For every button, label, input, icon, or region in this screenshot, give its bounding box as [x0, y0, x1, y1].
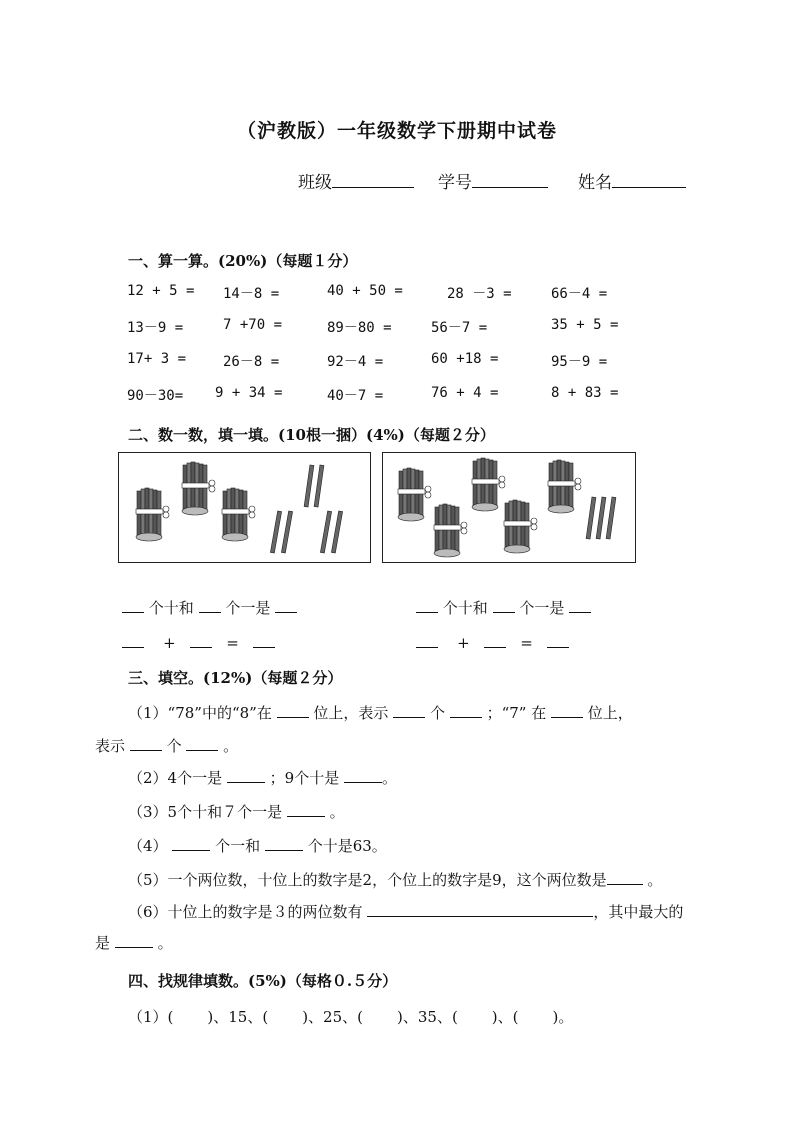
calc-item: 60 +18 = — [431, 351, 499, 367]
total-blank[interactable] — [569, 598, 591, 613]
addend-blank[interactable] — [416, 633, 438, 648]
page-title: （沪教版）一年级数学下册期中试卷 — [236, 120, 557, 142]
answer-blank[interactable] — [450, 703, 482, 718]
answer-blank[interactable] — [172, 836, 210, 851]
fill-question-6: （6）十位上的数字是３的两位数有 ，其中最大的 — [128, 903, 684, 921]
name-label: 姓名 — [578, 173, 612, 193]
addend-blank[interactable] — [484, 633, 506, 648]
calc-item: 66－4 = — [551, 286, 608, 302]
bundle-icon — [222, 488, 255, 541]
stick-icon — [281, 511, 292, 553]
answer-blank[interactable] — [393, 703, 425, 718]
fill-question-1-cont: 表示 个 。 — [95, 737, 239, 755]
right-count-line: 个十和 个一是 — [416, 597, 591, 618]
right-equation-line: + = — [416, 633, 569, 652]
answer-blank[interactable] — [265, 836, 303, 851]
stick-icon — [304, 465, 314, 507]
sum-blank[interactable] — [547, 633, 569, 648]
stick-icon — [586, 497, 596, 539]
stick-icon — [606, 497, 616, 539]
answer-blank[interactable] — [367, 902, 593, 917]
answer-blank[interactable] — [607, 870, 643, 885]
sticks-picture-right — [382, 452, 636, 563]
stick-icon — [270, 511, 281, 553]
student-id-label: 学号 — [438, 173, 472, 193]
pattern-sequence: （1）( )、15、( )、25、( )、35、( )、( )。 — [128, 1008, 574, 1026]
name-blank[interactable] — [612, 169, 686, 188]
answer-blank[interactable] — [186, 736, 218, 751]
left-count-line: 个十和 个一是 — [122, 597, 297, 618]
bundle-icon — [136, 488, 169, 541]
answer-blank[interactable] — [277, 703, 309, 718]
name-field[interactable] — [578, 168, 686, 193]
calc-item: 12 + 5 = — [127, 283, 195, 299]
class-blank[interactable] — [332, 169, 414, 188]
fill-question-6-cont: 是 。 — [95, 934, 173, 952]
calc-item: 28 －3 = — [447, 286, 512, 302]
answer-blank[interactable] — [287, 802, 325, 817]
answer-blank[interactable] — [551, 703, 583, 718]
fill-question-4: （4） 个一和 个十是63。 — [128, 837, 387, 855]
section-1-heading: 一、算一算。(20%)（每题１分） — [128, 252, 358, 270]
answer-blank[interactable] — [227, 768, 265, 783]
calc-item: 14－8 = — [223, 286, 280, 302]
bundle-icon — [398, 468, 431, 521]
stick-icon — [314, 465, 324, 507]
bundle-icon — [434, 504, 467, 557]
calc-item: 40 + 50 = — [327, 283, 403, 299]
calc-item: 92－4 = — [327, 354, 384, 370]
calc-item: 90－30= — [127, 388, 184, 404]
total-blank[interactable] — [275, 598, 297, 613]
bundle-icon — [472, 458, 505, 511]
calc-item: 76 + 4 = — [431, 385, 499, 401]
left-equation-line: + = — [122, 633, 275, 652]
fill-question-5: （5）一个两位数，十位上的数字是2，个位上的数字是9，这个两位数是 。 — [128, 871, 663, 889]
section-4-heading: 四、找规律填数。(5%)（每格０.５分） — [128, 972, 398, 990]
section-2-heading: 二、数一数，填一填。(10根一捆）(4%)（每题２分） — [128, 426, 495, 444]
answer-blank[interactable] — [130, 736, 162, 751]
calc-item: 8 + 83 = — [551, 385, 619, 401]
calc-item: 95－9 = — [551, 354, 608, 370]
calc-item: 89－80 = — [327, 320, 392, 336]
fill-question-1: （1）“78”中的“8”在 位上，表示 个 ；“7” 在 位上， — [128, 704, 633, 722]
sticks-picture-left — [118, 452, 371, 563]
fill-question-2: （2）4个一是 ；9个十是 。 — [128, 769, 397, 787]
addend-blank[interactable] — [122, 633, 144, 648]
class-field[interactable] — [298, 168, 414, 193]
calc-item: 40－7 = — [327, 388, 384, 404]
tens-blank[interactable] — [416, 598, 438, 613]
student-id-field[interactable] — [438, 168, 548, 193]
calc-item: 9 + 34 = — [215, 385, 283, 401]
stick-icon — [320, 511, 331, 553]
addend-blank[interactable] — [190, 633, 212, 648]
stick-icon — [596, 497, 606, 539]
section-3-heading: 三、填空。(12%)（每题２分） — [128, 669, 343, 687]
class-label: 班级 — [298, 173, 332, 193]
calc-item: 35 + 5 = — [551, 317, 619, 333]
ones-blank[interactable] — [199, 598, 221, 613]
calc-item: 26－8 = — [223, 354, 280, 370]
calc-item: 13－9 = — [127, 320, 184, 336]
answer-blank[interactable] — [115, 933, 153, 948]
bundle-icon — [182, 462, 215, 515]
calc-item: 17+ 3 = — [127, 351, 187, 367]
calc-item: 7 +70 = — [223, 317, 283, 333]
tens-blank[interactable] — [122, 598, 144, 613]
bundle-icon — [548, 460, 581, 513]
fill-question-3: （3）5个十和７个一是 。 — [128, 803, 345, 821]
answer-blank[interactable] — [344, 768, 382, 783]
ones-blank[interactable] — [493, 598, 515, 613]
bundle-icon — [504, 500, 537, 553]
sum-blank[interactable] — [253, 633, 275, 648]
calc-item: 56－7 = — [431, 320, 488, 336]
student-id-blank[interactable] — [472, 169, 548, 188]
stick-icon — [331, 511, 342, 553]
